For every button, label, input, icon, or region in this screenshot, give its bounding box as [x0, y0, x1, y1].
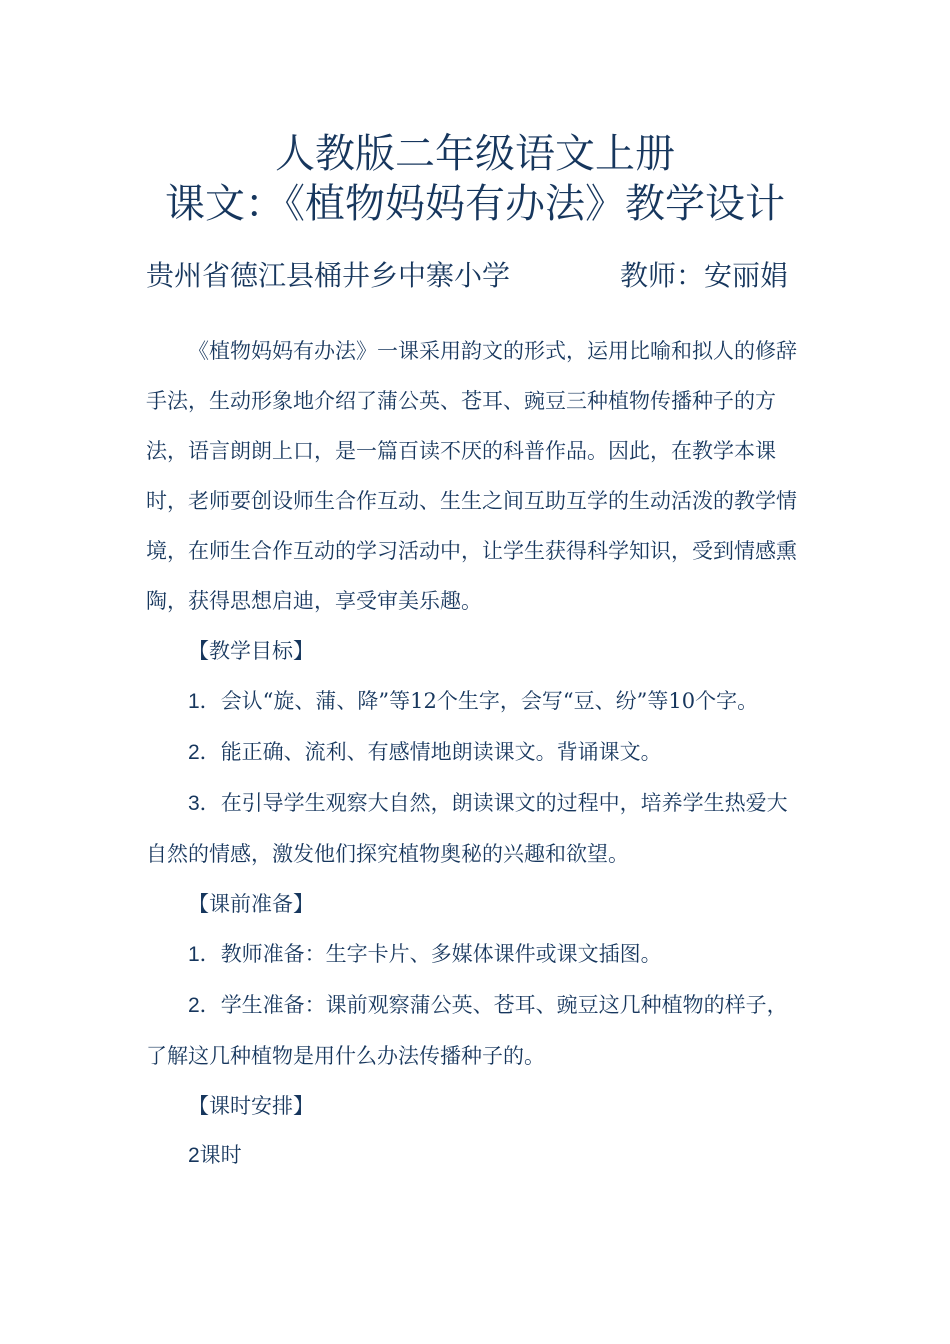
prep-item-text: 教师准备：生字卡片、多媒体课件或课文插图。 [220, 942, 662, 966]
list-number: 2． [188, 741, 221, 764]
prep-item [146, 980, 806, 1081]
document-body [146, 326, 806, 1181]
list-number: 3． [188, 792, 221, 815]
document-subtitle: 课文：《植物妈妈有办法》教学设计 [165, 181, 785, 227]
prep-item-text: 学生准备：课前观察蒲公英、苍耳、豌豆这几种植物的样子，了解这几种植物是用什么办法传播种子的。 [146, 993, 788, 1068]
list-number: 1． [188, 943, 221, 966]
list-number: 1． [188, 690, 221, 713]
section-heading-schedule: 【课时安排】 [188, 1094, 314, 1118]
section-heading-goals: 【教学目标】 [188, 639, 314, 663]
teacher-name: 教师：安丽娟 [620, 259, 789, 292]
goal-item-text: 在引导学生观察大自然，朗读课文的过程中，培养学生热爱大自然的情感，激发他们探究植物奥秘的兴趣和欲望。 [146, 791, 788, 866]
list-number: 2． [188, 994, 221, 1017]
document-title: 人教版二年级语文上册 [275, 131, 675, 177]
goal-item-text: 会认“旋、蒲、降”等12个生字，会写“豆、纷”等10个字。 [220, 689, 759, 713]
goal-item [146, 778, 806, 879]
goal-item [146, 676, 806, 727]
school-name: 贵州省德江县桶井乡中寨小学 [146, 259, 511, 292]
goal-item [146, 727, 806, 778]
section-heading-prep: 【课前准备】 [188, 892, 314, 916]
goal-item-text: 能正确、流利、有感情地朗读课文。背诵课文。 [220, 740, 662, 764]
schedule-text: 2课时 [188, 1144, 242, 1167]
intro-paragraph: 《植物妈妈有办法》一课采用韵文的形式，运用比喻和拟人的修辞手法，生动形象地介绍了蒲公英、苍耳、豌豆三种植物传播种子的方法，语言朗朗上口，是一篇百读不厌的科普作品。因此，在教学本课时，老师要创设师生合作互动、生生之间互助互学的生动活泼的教学情境，在师生合作互动的学习活动中，让学生获得科学知识，受到情感熏陶，获得思想启迪，享受审美乐趣。 [146, 339, 797, 613]
author-info [146, 256, 806, 296]
prep-item [146, 929, 806, 980]
